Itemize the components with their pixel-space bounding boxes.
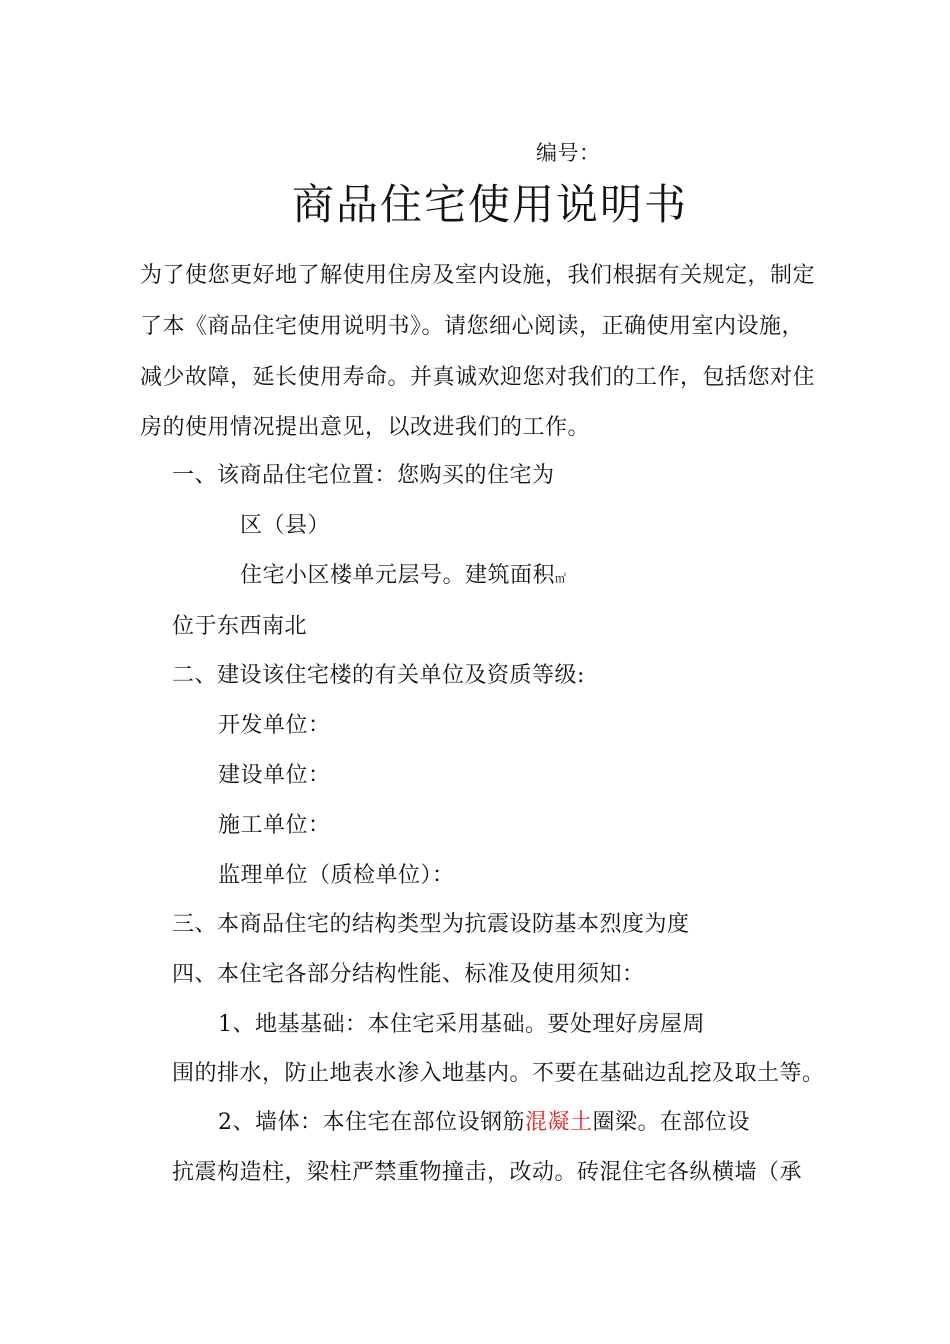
intro-paragraph-line: 房的使用情况提出意见，以改进我们的工作。 bbox=[140, 415, 591, 440]
document-number-label: 编号： bbox=[536, 141, 601, 165]
supervisor-field-label: 监理单位（质检单位）： bbox=[218, 863, 455, 888]
intro-paragraph-line: 为了使您更好地了解使用住房及室内设施，我们根据有关规定，制定 bbox=[140, 263, 816, 288]
wall-item-line bbox=[218, 1112, 750, 1134]
section-1-district-line: 区（县） bbox=[240, 513, 331, 538]
wall-item-line: 抗震构造柱，梁柱严禁重物撞击，改动。砖混住宅各纵横墙（承 bbox=[172, 1160, 803, 1185]
section-3-heading: 三、本商品住宅的结构类型为抗震设防基本烈度为度 bbox=[172, 912, 690, 937]
foundation-item-line: 围的排水，防止地表水渗入地基内。不要在基础边乱挖及取土等。 bbox=[172, 1061, 825, 1086]
intro-paragraph-line: 了本《商品住宅使用说明书》。请您细心阅读，正确使用室内设施， bbox=[140, 314, 805, 339]
section-2-heading: 二、建设该住宅楼的有关单位及资质等级: bbox=[172, 663, 585, 688]
document-title: 商品住宅使用说明书 bbox=[292, 180, 689, 229]
wall-item-text: 2、墙体：本住宅在部位设钢筋 bbox=[218, 1110, 525, 1135]
developer-field-label: 开发单位： bbox=[218, 713, 331, 738]
section-1-heading: 一、该商品住宅位置：您购买的住宅为 bbox=[172, 463, 555, 488]
section-1-orientation-line: 位于东西南北 bbox=[172, 614, 308, 639]
section-4-heading: 四、本住宅各部分结构性能、标准及使用须知： bbox=[172, 962, 645, 987]
area-unit-label: ㎡ bbox=[555, 572, 567, 585]
intro-paragraph-line: 减少故障，延长使用寿命。并真诚欢迎您对我们的工作，包括您对住 bbox=[140, 365, 816, 390]
builder-field-label: 建设单位： bbox=[218, 763, 331, 788]
concrete-highlight-text: 混凝土 bbox=[525, 1110, 593, 1135]
section-1-address-text: 住宅小区楼单元层号。建筑面积 bbox=[240, 563, 556, 588]
foundation-item-line: 1、地基基础：本住宅采用基础。要处理好房屋周 bbox=[218, 1012, 705, 1037]
contractor-field-label: 施工单位： bbox=[218, 813, 331, 838]
wall-item-text: 圈梁。在部位设 bbox=[592, 1110, 751, 1135]
section-1-address-line bbox=[240, 565, 566, 587]
